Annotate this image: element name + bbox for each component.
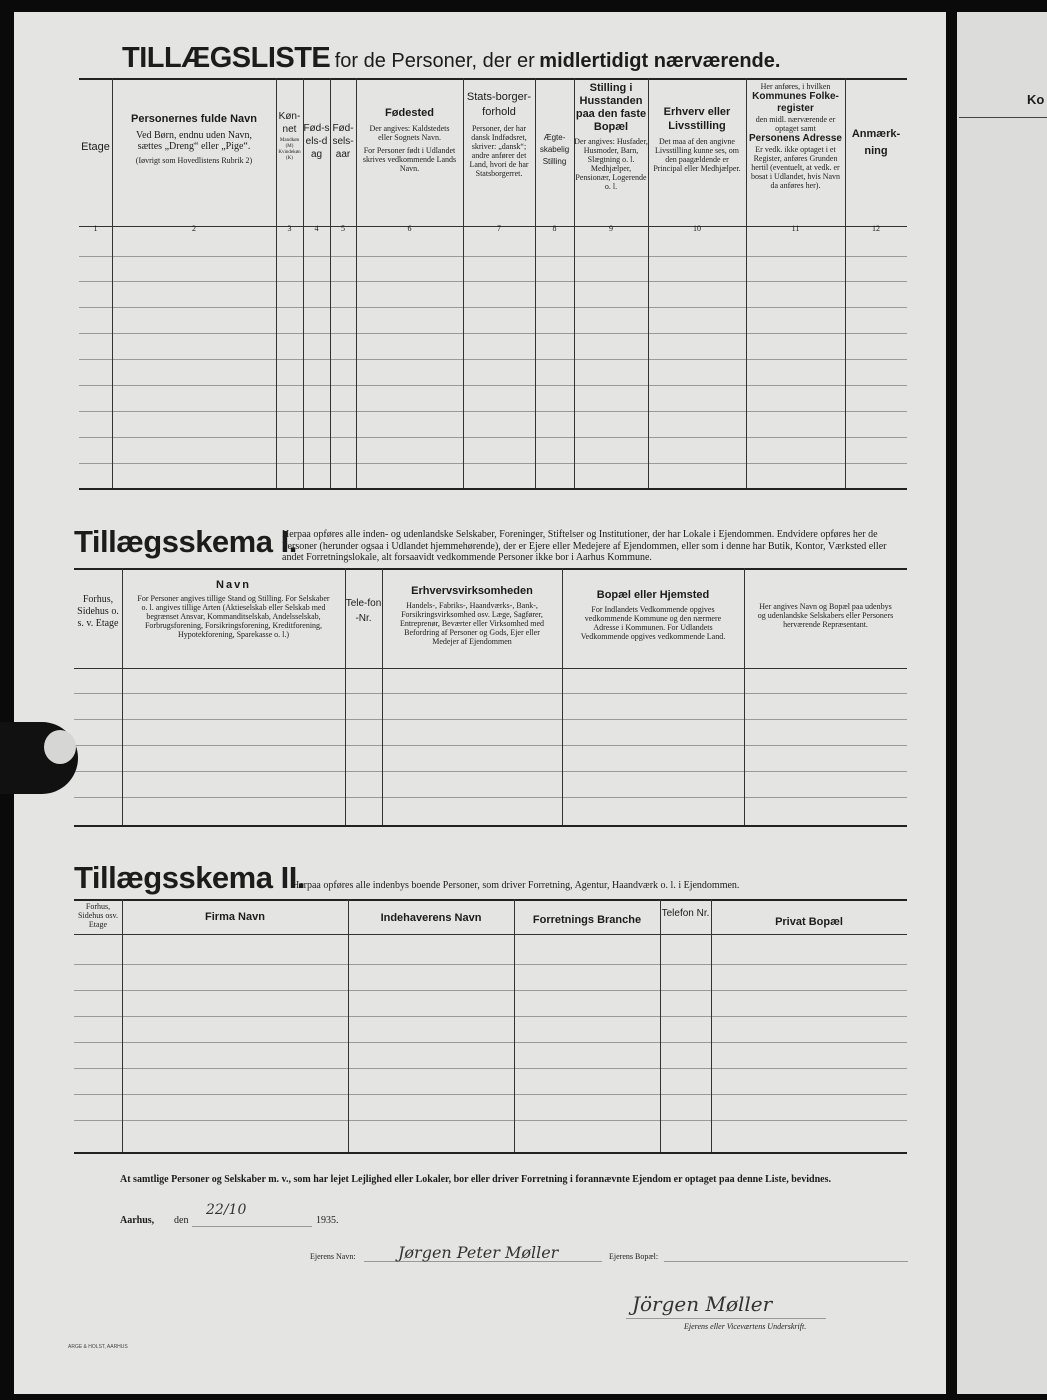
col-num-6: 6 — [407, 224, 412, 233]
s2-col-privat-bopael: Privat Bopæl — [775, 916, 843, 928]
col-statsborger: Stats-borger-forhold Personer, der har dansk Indfødsret, skriver: „dansk“; andre anfører det Land, hvori de har Statsborgerret. — [466, 91, 532, 178]
col-num-8: 8 — [552, 224, 557, 233]
s1-col-bopael: Bopæl eller Hjemsted For Indlandets Vedkommende opgives vedkommende Kommune og den nærmere Adresse i Kommunen. For Udlandets Vedkommende opgives vedkommende Land. — [580, 589, 726, 641]
declaration: At samtlige Personer og Selskaber m. v., som har lejet Lejlighed eller Lokaler, bor eller driver Forretning i forannævnte Ejendom er optaget paa denne Liste, bevidnes. — [120, 1174, 831, 1185]
s1-col-navn: Navn For Personer angives tillige Stand og Stilling. For Selskaber o. l. angives tillige Arten (Aktieselskab eller Selskab med begrænset Ansvar, Kommanditselskab, Andelsselskab, Forbrugsforening, Forsikringsforening, Kreditforening, Hypotekforening, Sparekasse o. l.) — [137, 579, 330, 639]
skema1-intro: Herpaa opføres alle inden- og udenlandske Selskaber, Foreninger, Stiftelser og Institutioner, der har Lokale i Ejendommen. Endvidere opføres her de Personer (herunder ogsaa i Udlandet hjemmehørende), der er Ejere eller Medejere af Ejendommen, eller som i denne har Butik, Kontor, Værksted eller andet Forretningslokale, alt forsaavidt vedkommende Personer ikke bor i Aarhus Kommune. — [282, 529, 887, 563]
owner-label: Ejerens Navn: — [310, 1252, 356, 1261]
col-num-12: 12 — [872, 224, 880, 233]
adjacent-page — [957, 12, 1047, 1394]
col-anmaerkning: Anmærk-ning — [851, 128, 901, 157]
printer-imprint: ARGE & HOLST, AARHUS — [68, 1344, 128, 1350]
col-erhverv: Erhverv eller Livsstilling Det maa af den angivne Livsstilling kunne ses, om den paagældende er Principal eller Medhjælper. — [653, 106, 741, 173]
col-fodselsdag: Fød-sels-dag — [303, 123, 330, 160]
den-label: den — [174, 1215, 189, 1226]
title-rest: for de Personer, der er — [334, 50, 535, 72]
col-aegteskabelig: Ægte-skabelig Stilling — [539, 133, 570, 166]
skema1-title: Tillægsskema I. — [74, 524, 297, 559]
s2-col-firma: Firma Navn — [205, 911, 265, 923]
date-handwritten: 22/10 — [206, 1202, 247, 1218]
page-title — [122, 42, 780, 75]
s1-col-repraesentant: Her angives Navn og Bopæl paa udenbys og udenlandske Selskabers eller Personers herværende Repræsentant. — [757, 602, 894, 629]
s1-col-etage: Forhus, Sidehus o. s. v. Etage — [77, 594, 119, 629]
col-num-3: 3 — [287, 224, 292, 233]
title-bold: TILLÆGSLISTE — [122, 42, 331, 74]
s2-col-etage: Forhus, Sidehus osv. Etage — [78, 902, 118, 929]
signature-handwritten: Jörgen Møller — [632, 1292, 773, 1316]
col-etage: Etage — [81, 141, 110, 153]
col-stilling: Stilling i Husstanden paa den faste Bopæl Der angives: Husfader, Husmoder, Barn, Slægtning o. l. Medhjælper, Pensionær, Logerende o. l. — [574, 82, 648, 191]
col-num-10: 10 — [693, 224, 701, 233]
s2-col-indehaver: Indehaverens Navn — [380, 912, 482, 924]
col-num-9: 9 — [609, 224, 613, 233]
title-bold-2: midlertidigt nærværende. — [539, 50, 781, 72]
s2-col-telefon: Telefon Nr. — [661, 908, 710, 919]
adjacent-page-fragment: Ko — [1027, 92, 1045, 107]
col-kon: Køn-net Mandkøn (M) Kvindekøn (K) — [278, 111, 301, 161]
s2-col-branche: Forretnings Branche — [532, 914, 642, 926]
col-num-4: 4 — [314, 224, 319, 233]
col-fodselsaar: Fød-sels-aar — [332, 123, 354, 160]
bopael-label: Ejerens Bopæl: — [609, 1252, 659, 1261]
col-navn: Personernes fulde Navn Ved Børn, endnu uden Navn, sættes „Dreng“ eller „Pige“. (Iøvrigt som Hovedlistens Rubrik 2) — [131, 113, 257, 165]
skema2-intro: Herpaa opføres alle indenbys boende Personer, som driver Forretning, Agentur, Haandværk o. l. i Ejendommen. — [292, 880, 740, 891]
thumb-holding-page — [0, 722, 78, 794]
s1-col-telefon: Tele-fon-Nr. — [345, 598, 382, 624]
col-num-2: 2 — [192, 224, 196, 233]
owner-handwritten: Jørgen Peter Møller — [398, 1243, 559, 1262]
skema2-title: Tillægsskema II. — [74, 860, 305, 895]
col-num-5: 5 — [341, 224, 345, 233]
col-num-1: 1 — [93, 224, 98, 233]
place-label: Aarhus, — [120, 1215, 155, 1226]
col-num-7: 7 — [497, 224, 501, 233]
form-page — [14, 12, 946, 1394]
col-fodested: Fødested Der angives: Kaldstedets eller Sognets Navn. For Personer født i Udlandet skrives vedkommende Lands Navn. — [362, 107, 457, 173]
year-label: 1935. — [316, 1215, 339, 1226]
s1-col-erhverv: Erhvervsvirksomheden Handels-, Fabriks-, Haandværks-, Bank-, Forsikringsvirksomhed osv. Læge, Sagfører, Entreprenør, Beværter eller Virksomhed med Befordring af Personer og Gods, Ejer eller Medejer af Ejendommen — [399, 585, 545, 646]
col-folkeregister: Her anføres, i hvilken Kommunes Folke-register den midl. nærværende er optaget samt Personens Adresse Er vedk. ikke optaget i et Register, anføres Grunden hertil (eventuelt, at vedk. er bosat i Udlandet, hvis Navn da anføres her). — [748, 82, 842, 190]
col-num-11: 11 — [791, 224, 800, 233]
signature-label: Ejerens eller Viceværtens Underskrift. — [684, 1322, 807, 1331]
